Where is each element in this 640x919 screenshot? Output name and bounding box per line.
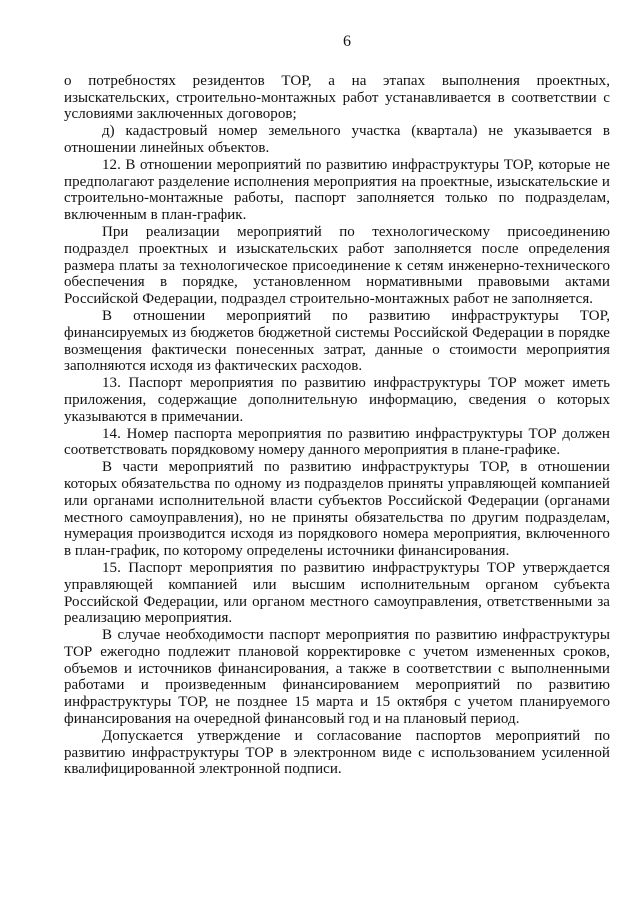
paragraph-budget-financing: В отношении мероприятий по развитию инфраструктуры ТОР, финансируемых из бюджетов бюджетной системы Российской Федерации в порядке возмещения фактически понесенных затрат, данные о стоимости мероприятия заполняются исходя из фактических расходов. bbox=[64, 307, 610, 375]
paragraph-14: 14. Номер паспорта мероприятия по развитию инфраструктуры ТОР должен соответствовать порядковому номеру данного мероприятия в плане-графике. bbox=[64, 425, 610, 459]
paragraph-numbering: В части мероприятий по развитию инфраструктуры ТОР, в отношении которых обязательства по одному из подразделов приняты управляющей компанией или органами исполнительной власти субъектов Российской Федерации (органами местного самоуправления), но не приняты обязательства по другим подразделам, нумерация производится исходя из порядкового номера мероприятия, включенного в план-график, по которому определены источники финансирования. bbox=[64, 459, 610, 560]
paragraph-item-d: д) кадастровый номер земельного участка (квартала) не указывается в отношении линейных объектов. bbox=[64, 123, 610, 156]
paragraph-12: 12. В отношении мероприятий по развитию инфраструктуры ТОР, которые не предполагают разделение исполнения мероприятия на проектные, изыскательские и строительно-монтажные работы, паспорт заполняется только по подразделам, включенным в план-график. bbox=[64, 156, 610, 224]
paragraph-continued: о потребностях резидентов ТОР, а на этапах выполнения проектных, изыскательских, строительно-монтажных работ устанавливается в соответствии с условиями заключенных договоров; bbox=[64, 72, 610, 123]
paragraph-correction: В случае необходимости паспорт мероприятия по развитию инфраструктуры ТОР ежегодно подлежит плановой корректировке с учетом измененных сроков, объемов и источников финансирования, а также в соответствии с выполненными работами и произведенным финансированием мероприятий по развитию инфраструктуры ТОР, не позднее 15 марта и 15 октября с учетом планируемого финансирования на очередной финансовый год и на плановый период. bbox=[64, 627, 610, 728]
paragraph-13: 13. Паспорт мероприятия по развитию инфраструктуры ТОР может иметь приложения, содержащие дополнительную информацию, сведения о которых указываются в примечании. bbox=[64, 375, 610, 425]
paragraph-15: 15. Паспорт мероприятия по развитию инфраструктуры ТОР утверждается управляющей компанией или высшим исполнительным органом субъекта Российской Федерации, или органом местного самоуправления, ответственными за реализацию мероприятия. bbox=[64, 559, 610, 627]
paragraph-electronic-signature: Допускается утверждение и согласование паспортов мероприятий по развитию инфраструктуры ТОР в электронном виде с использованием усиленной квалифицированной электронной подписи. bbox=[64, 727, 610, 778]
page-number: 6 bbox=[343, 33, 351, 50]
paragraph-tech-connection: При реализации мероприятий по технологическому присоединению подраздел проектных и изыскательских работ заполняется после определения размера платы за технологическое присоединение к сетям инженерно-технического обеспечения в порядке, установленном нормативными правовыми актами Российской Федерации, подраздел строительно-монтажных работ не заполняется. bbox=[64, 223, 610, 308]
